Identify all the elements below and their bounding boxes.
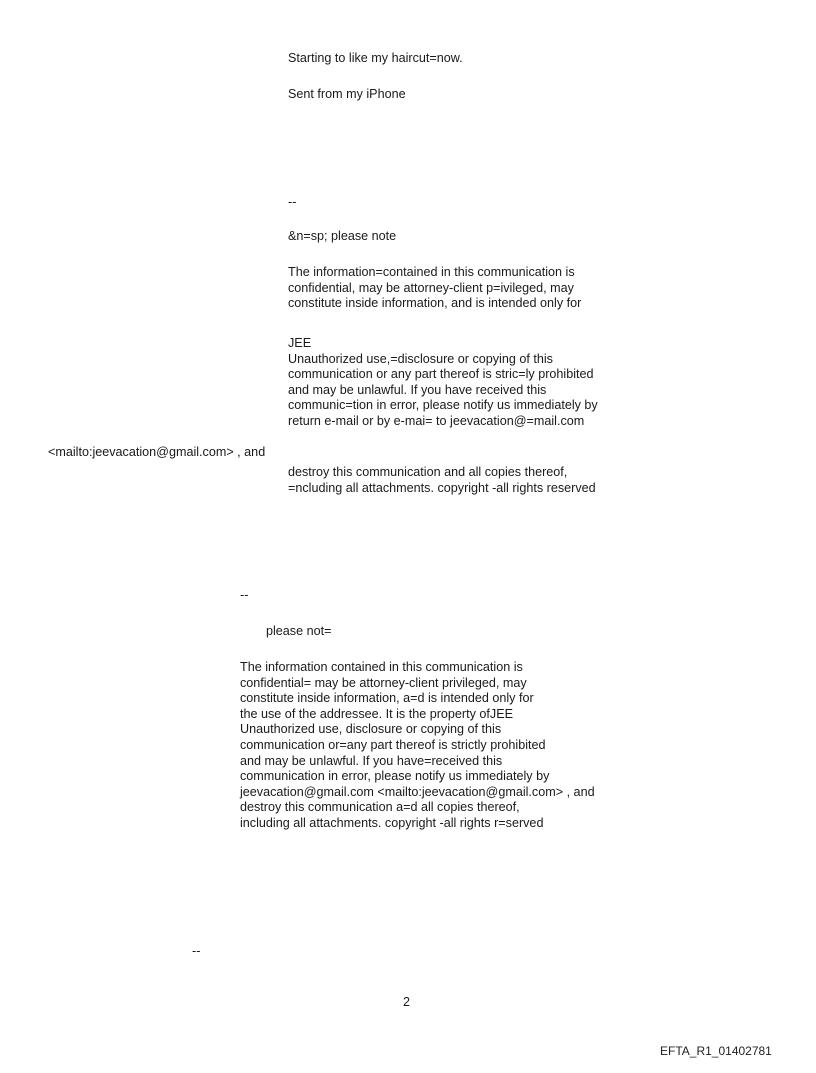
text-line: communic=tion in error, please notify us immediately by xyxy=(288,398,598,413)
disclaimer-paragraph xyxy=(288,265,581,312)
text-line: communication or=any part thereof is strictly prohibited xyxy=(240,737,546,752)
text-line: including all attachments. copyright -all rights r=served xyxy=(240,815,544,830)
separator: -- xyxy=(288,195,297,209)
signature-text: Sent from my iPhone xyxy=(288,87,406,101)
mailto-line: <mailto:jeevacation@gmail.com> , and xyxy=(48,445,266,459)
text-line: destroy this communication and all copies thereof, xyxy=(288,465,568,479)
text-line: constitute inside information, a=d is intended only for xyxy=(240,691,534,706)
text-line: The information=contained in this communication is xyxy=(288,265,575,279)
text-line: destroy this communication a=d all copies thereof, xyxy=(240,800,520,815)
document-id: EFTA_R1_01402781 xyxy=(660,1044,772,1058)
text-line: communication or any part thereof is stric=ly prohibited xyxy=(288,367,594,382)
text-line: confidential= may be attorney-client privileged, may xyxy=(240,675,527,690)
text-line: Unauthorized use, disclosure or copying of this xyxy=(240,722,502,737)
disclaimer-paragraph xyxy=(288,336,598,430)
page-number: 2 xyxy=(403,995,411,1009)
note-heading: please not= xyxy=(266,624,332,638)
disclaimer-paragraph xyxy=(288,465,596,496)
text-line: JEE xyxy=(288,336,312,350)
text-line: The information contained in this communication is xyxy=(240,660,523,674)
text-line: Unauthorized use,=disclosure or copying of this xyxy=(288,351,553,366)
text-line: confidential, may be attorney-client p=ivileged, may xyxy=(288,280,574,295)
separator: -- xyxy=(192,944,201,958)
text-line: jeevacation@gmail.com <mailto:jeevacation@gmail.com> , and xyxy=(240,784,595,799)
text-line: constitute inside information, and is intended only for xyxy=(288,296,582,311)
text-line: and may be unlawful. If you have=received this xyxy=(240,753,503,768)
text-line: the use of the addressee. It is the property ofJEE xyxy=(240,706,514,721)
note-heading: &n=sp; please note xyxy=(288,229,397,243)
disclaimer-paragraph xyxy=(240,660,595,832)
message-text: Starting to like my haircut=now. xyxy=(288,51,463,65)
text-line: =ncluding all attachments. copyright -all rights reserved xyxy=(288,480,596,495)
separator: -- xyxy=(240,588,249,602)
text-line: and may be unlawful. If you have received this xyxy=(288,382,547,397)
text-line: return e-mail or by e-mai= to jeevacation@=mail.com xyxy=(288,413,585,428)
text-line: communication in error, please notify us immediately by xyxy=(240,769,550,784)
